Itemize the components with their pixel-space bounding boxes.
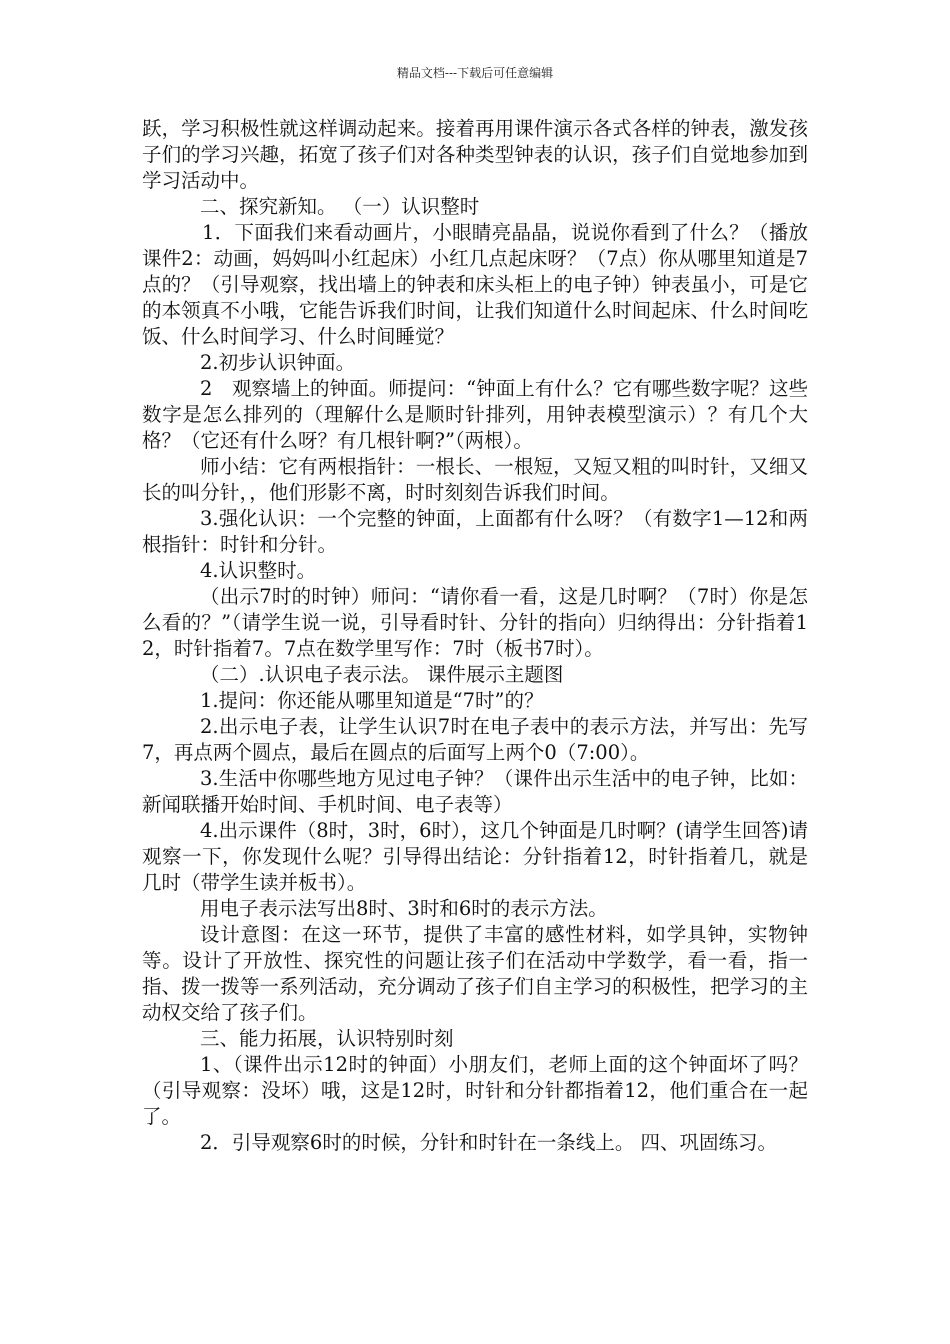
paragraph-18: 1、（课件出示12时的钟面）小朋友们，老师上面的这个钟面坏了吗？（引导观察：没坏）哦，这是12时，时针和分针都指着12，他们重合在一起了。 (142, 1053, 808, 1128)
paragraph-9: （出示7时的时钟）师问：“请你看一看，这是几时啊？（7时）你是怎么看的？”（请学生说一说，引导看时针、分针的指向）归纳得出：分针指着12，时针指着7。7点在数学里写作：7时（板书7时）。 (142, 585, 808, 660)
paragraph-5: 2 观察墙上的钟面。师提问：“钟面上有什么？它有哪些数字呢？这些数字是怎么排列的（理解什么是顺时针排列，用钟表模型演示）？有几个大格？（它还有什么呀？有几根针啊?”（两根）。 (142, 377, 808, 452)
paragraph-11: 1.提问：你还能从哪里知道是“7时”的？ (200, 689, 544, 712)
paragraph-8: 4.认识整时。 (200, 559, 317, 582)
paragraph-1: 跃，学习积极性就这样调动起来。接着再用课件演示各式各样的钟表，激发孩子们的学习兴趣，拓宽了孩子们对各种类型钟表的认识，孩子们自觉地参加到学习活动中。 (142, 117, 808, 192)
paragraph-17: 三、能力拓展，认识特别时刻 (200, 1027, 454, 1050)
paragraph-12: 2.出示电子表，让学生认识7时在电子表中的表示方法，并写出：先写7，再点两个圆点，最后在圆点的后面写上两个0（7:00）。 (142, 715, 808, 764)
paragraph-19: 2．引导观察6时的时候，分针和时针在一条线上。 四、巩固练习。 (200, 1131, 778, 1154)
paragraph-2: 二、探究新知。 （一）认识整时 (200, 195, 480, 218)
paragraph-10: （二）.认识电子表示法。 课件展示主题图 (200, 663, 564, 686)
paragraph-4: 2.初步认识钟面。 (200, 351, 356, 374)
page-header: 精品文档---下载后可任意编辑 (396, 66, 554, 80)
document-body (142, 116, 808, 1156)
paragraph-15: 用电子表示法写出8时、3时和6时的表示方法。 (200, 897, 608, 920)
paragraph-16: 设计意图：在这一环节，提供了丰富的感性材料，如学具钟，实物钟等。设计了开放性、探究性的问题让孩子们在活动中学数学，看一看，指一指、拨一拨等一系列活动，充分调动了孩子们自主学习的积极性，把学习的主动权交给了孩子们。 (142, 923, 808, 1024)
paragraph-13: 3.生活中你哪些地方见过电子钟？（课件出示生活中的电子钟，比如：新闻联播开始时间、手机时间、电子表等） (142, 767, 808, 816)
paragraph-3: 1．下面我们来看动画片，小眼睛亮晶晶，说说你看到了什么？（播放课件2：动画，妈妈叫小红起床）小红几点起床呀？（7点）你从哪里知道是7点的？（引导观察，找出墙上的钟表和床头柜上的电子钟）钟表虽小，可是它的本领真不小哦，它能告诉我们时间，让我们知道什么时间起床、什么时间吃饭、什么时间学习、什么时间睡觉？ (142, 221, 808, 348)
paragraph-14: 4.出示课件（8时，3时，6时），这几个钟面是几时啊？(请学生回答)请观察一下，你发现什么呢？引导得出结论：分针指着12，时针指着几，就是几时（带学生读并板书）。 (142, 819, 808, 894)
paragraph-7: 3.强化认识：一个完整的钟面，上面都有什么呀？（有数字1—12和两根指针：时针和分针。 (142, 507, 808, 556)
paragraph-6: 师小结：它有两根指针：一根长、一根短，又短又粗的叫时针，又细又长的叫分针，，他们形影不离，时时刻刻告诉我们时间。 (142, 455, 808, 504)
